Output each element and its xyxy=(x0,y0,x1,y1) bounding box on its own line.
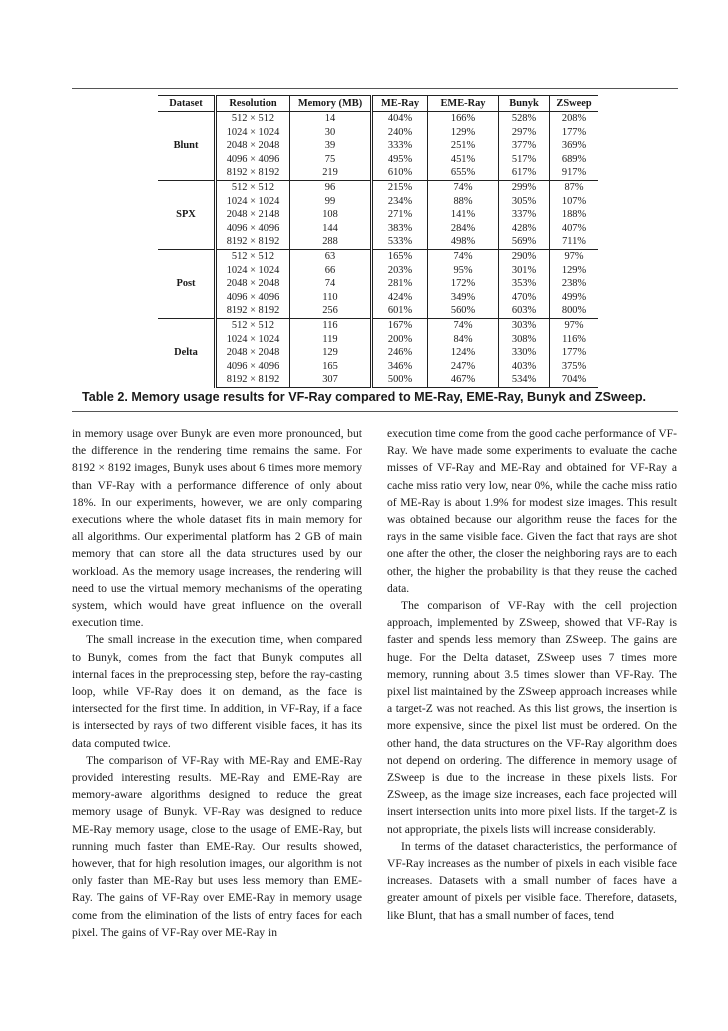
cell-bunyk: 290% xyxy=(499,249,550,263)
cell-memory: 110 xyxy=(290,291,372,305)
table-caption: Table 2. Memory usage results for VF-Ray compared to ME-Ray, EME-Ray, Bunyk and ZSweep. xyxy=(81,390,647,404)
table-row xyxy=(158,264,598,278)
cell-eme-ray: 560% xyxy=(428,304,499,318)
header-memory: Memory (MB) xyxy=(290,96,372,112)
cell-bunyk: 617% xyxy=(499,166,550,180)
cell-dataset: Delta xyxy=(158,318,216,387)
cell-eme-ray: 84% xyxy=(428,333,499,347)
cell-bunyk: 301% xyxy=(499,264,550,278)
cell-zsweep: 97% xyxy=(550,318,599,332)
cell-bunyk: 305% xyxy=(499,195,550,209)
cell-zsweep: 238% xyxy=(561,278,587,290)
cell-resolution: 8192 × 8192 xyxy=(216,235,290,249)
table-row xyxy=(158,222,598,236)
cell-memory: 116 xyxy=(290,318,372,332)
cell-bunyk: 353% xyxy=(499,277,550,291)
cell-eme-ray: 124% xyxy=(428,346,499,360)
cell-memory: 119 xyxy=(290,333,372,347)
cell-memory: 108 xyxy=(290,208,372,222)
cell-memory: 30 xyxy=(290,126,372,140)
cell-eme-ray: 166% xyxy=(428,112,499,126)
table-row xyxy=(158,126,598,140)
table-row xyxy=(158,166,598,180)
cell-memory: 39 xyxy=(290,139,372,153)
cell-eme-ray: 141% xyxy=(428,208,499,222)
cell-zsweep: 711% xyxy=(550,235,599,249)
cell-eme-ray: 88% xyxy=(428,195,499,209)
cell-resolution: 2048 × 2148 xyxy=(216,208,290,222)
cell-eme-ray: 284% xyxy=(428,222,499,236)
cell-eme-ray: 95% xyxy=(428,264,499,278)
cell-eme-ray: 172% xyxy=(428,277,499,291)
cell-memory: 219 xyxy=(290,166,372,180)
table-row xyxy=(158,208,598,222)
cell-me-ray: 246% xyxy=(372,346,428,360)
cell-zsweep: 129% xyxy=(561,264,587,276)
paragraph: The comparison of VF-Ray with ME-Ray and EME-Ray provided interesting results. ME-Ray and EME-Ray are memory-aware algorithms designed to reduce the great memory usage of Bunyk. VF-Ray was designed to reduce ME-Ray memory usage, close to the usage of EME-Ray, but running much faster than EME-Ray. Our results showed, however, that for high resolution images, our algorithm is not only faster than ME-Ray but uses less memory than EME-Ray. The gains of VF-Ray over EME-Ray in memory usage come from the elimination of the lists of entry faces for each pixel. The gains of VF-Ray over ME-Ray in xyxy=(72,753,362,939)
table-header-row xyxy=(158,96,598,112)
cell-eme-ray: 451% xyxy=(428,153,499,167)
cell-resolution: 2048 × 2048 xyxy=(216,139,290,153)
paragraph: in memory usage over Bunyk are even more pronounced, but the difference in the rendering time remains the same. For 8192 × 8192 images, Bunyk uses about 6 times more memory than VF-Ray with a performance difference of only about 18%. In our experiments, however, we are only comparing executions where the whole dataset fits in main memory for all algorithms. Our experimental platform has 2 GB of main memory that can store all the data structures used by our workload. As the memory usage increases, the rendering will need to use the virtual memory mechanisms of the operating system, which would have great influence on the overall execution time. xyxy=(72,427,362,630)
cell-me-ray: 346% xyxy=(372,360,428,374)
cell-memory: 99 xyxy=(290,195,372,209)
cell-bunyk: 517% xyxy=(499,153,550,167)
table-row xyxy=(158,249,598,263)
table-row xyxy=(158,139,598,153)
cell-memory: 66 xyxy=(290,264,372,278)
cell-bunyk: 528% xyxy=(499,112,550,126)
cell-zsweep: 369% xyxy=(561,140,587,152)
paragraph: The comparison of VF-Ray with the cell projection approach, implemented by ZSweep, showed that VF-Ray is faster and spends less memory than ZSweep. The gains are huge. For the Delta dataset, ZSweep uses 7 times more memory, running about 3.5 times slower than VF-Ray. The pixel list maintained by the ZSweep approach increases while a target-Z was not reached. As this list grows, the insertion is more expensive, since the pixel list must be ordered. On the other hand, the data structures on the VF-Ray algorithm does not depend on ordering. The difference in memory usage of ZSweep is due to the increase in these pixels lists. For ZSweep, as the image size increases, each face projected will insert intersection units into more pixel lists. If the target-Z is not appropriate, the pixels lists will increase considerably. xyxy=(387,599,677,836)
cell-resolution: 1024 × 1024 xyxy=(216,333,290,347)
cell-resolution: 4096 × 4096 xyxy=(216,153,290,167)
cell-resolution: 512 × 512 xyxy=(216,249,290,263)
table-row xyxy=(158,373,598,387)
cell-me-ray: 281% xyxy=(372,277,428,291)
cell-resolution: 8192 × 8192 xyxy=(216,166,290,180)
cell-zsweep: 107% xyxy=(561,195,587,207)
cell-resolution: 8192 × 8192 xyxy=(216,304,290,318)
paragraph: The small increase in the execution time, when compared to Bunyk, comes from the fact that Bunyk computes all internal faces in the preprocessing step, before the ray-casting loop, while VF-Ray does it on demand, as the face is intersected for the first time. In addition, in VF-Ray, if a face is intersected by rays of two different visible faces, it has its data computed twice. xyxy=(72,633,362,750)
cell-me-ray: 215% xyxy=(372,180,428,194)
cell-zsweep: 800% xyxy=(550,304,599,318)
cell-memory: 288 xyxy=(290,235,372,249)
cell-eme-ray: 74% xyxy=(428,318,499,332)
table-row xyxy=(158,180,598,194)
cell-me-ray: 240% xyxy=(372,126,428,140)
table-row xyxy=(158,346,598,360)
cell-resolution: 512 × 512 xyxy=(216,318,290,332)
table-row xyxy=(158,318,598,332)
cell-bunyk: 534% xyxy=(499,373,550,387)
cell-bunyk: 330% xyxy=(499,346,550,360)
cell-bunyk: 303% xyxy=(499,318,550,332)
cell-me-ray: 333% xyxy=(372,139,428,153)
table-row xyxy=(158,304,598,318)
table-row xyxy=(158,291,598,305)
paragraph: execution time come from the good cache performance of VF-Ray. We have made some experiments to evaluate the cache misses of VF-Ray and ME-Ray and obtained for VF-Ray a cache miss ratio very low, near 0%, while the cache miss ratio of ME-Ray is about 1.9% for modest size images. This result was obtained because our algorithm reuse the faces for the rays in the same visible face. Given the fact that rays are shot one after the other, the closer the neighboring rays are to each other, the higher the probability is that they reuse the cached data. xyxy=(387,427,677,595)
left-text-column xyxy=(72,425,362,941)
cell-memory: 129 xyxy=(290,346,372,360)
cell-eme-ray: 129% xyxy=(428,126,499,140)
cell-resolution: 1024 × 1024 xyxy=(216,126,290,140)
cell-me-ray: 495% xyxy=(372,153,428,167)
cell-resolution: 4096 × 4096 xyxy=(216,222,290,236)
cell-me-ray: 165% xyxy=(372,249,428,263)
table-row xyxy=(158,360,598,374)
cell-me-ray: 234% xyxy=(372,195,428,209)
cell-eme-ray: 247% xyxy=(428,360,499,374)
cell-resolution: 4096 × 4096 xyxy=(216,291,290,305)
cell-memory: 307 xyxy=(290,373,372,387)
cell-zsweep: 87% xyxy=(550,180,599,194)
cell-me-ray: 203% xyxy=(372,264,428,278)
cell-zsweep: 499% xyxy=(561,291,587,303)
header-dataset: Dataset xyxy=(158,96,216,112)
cell-memory: 75 xyxy=(290,153,372,167)
cell-bunyk: 377% xyxy=(499,139,550,153)
cell-memory: 96 xyxy=(290,180,372,194)
table-row xyxy=(158,333,598,347)
table-body xyxy=(158,112,598,388)
cell-bunyk: 299% xyxy=(499,180,550,194)
memory-usage-table xyxy=(158,95,598,388)
cell-eme-ray: 349% xyxy=(428,291,499,305)
top-rule xyxy=(72,88,678,89)
cell-me-ray: 610% xyxy=(372,166,428,180)
cell-zsweep: 177% xyxy=(561,347,587,359)
paragraph: In terms of the dataset characteristics, the performance of VF-Ray increases as the number of pixels in each visible face increases. Datasets with a small number of faces have a greater amount of pixels per visible face. Therefore, datasets, like Blunt, that has a small number of faces, tend xyxy=(387,839,677,922)
cell-eme-ray: 74% xyxy=(428,180,499,194)
cell-resolution: 8192 × 8192 xyxy=(216,373,290,387)
cell-zsweep: 704% xyxy=(550,373,599,387)
cell-me-ray: 424% xyxy=(372,291,428,305)
cell-me-ray: 200% xyxy=(372,333,428,347)
cell-dataset: Post xyxy=(158,249,216,318)
table-row xyxy=(158,277,598,291)
cell-zsweep: 917% xyxy=(550,166,599,180)
cell-zsweep: 116% xyxy=(562,333,586,345)
table-row xyxy=(158,153,598,167)
cell-zsweep: 208% xyxy=(550,112,599,126)
cell-memory: 14 xyxy=(290,112,372,126)
cell-dataset: Blunt xyxy=(158,112,216,181)
cell-bunyk: 403% xyxy=(499,360,550,374)
cell-resolution: 1024 × 1024 xyxy=(216,264,290,278)
cell-memory: 144 xyxy=(290,222,372,236)
right-text-column xyxy=(387,425,677,924)
cell-eme-ray: 655% xyxy=(428,166,499,180)
cell-zsweep: 188% xyxy=(561,209,587,221)
cell-resolution: 2048 × 2048 xyxy=(216,346,290,360)
cell-eme-ray: 498% xyxy=(428,235,499,249)
cell-dataset: SPX xyxy=(158,180,216,249)
cell-memory: 256 xyxy=(290,304,372,318)
header-bunyk: Bunyk xyxy=(499,96,550,112)
cell-eme-ray: 467% xyxy=(428,373,499,387)
bottom-rule xyxy=(72,411,678,412)
cell-me-ray: 383% xyxy=(372,222,428,236)
cell-memory: 74 xyxy=(290,277,372,291)
cell-memory: 165 xyxy=(290,360,372,374)
cell-me-ray: 500% xyxy=(372,373,428,387)
cell-eme-ray: 251% xyxy=(428,139,499,153)
cell-eme-ray: 74% xyxy=(428,249,499,263)
header-zsweep: ZSweep xyxy=(550,96,599,112)
header-me-ray: ME-Ray xyxy=(372,96,428,112)
cell-resolution: 512 × 512 xyxy=(216,112,290,126)
cell-bunyk: 603% xyxy=(499,304,550,318)
cell-me-ray: 404% xyxy=(372,112,428,126)
cell-bunyk: 470% xyxy=(499,291,550,305)
cell-zsweep: 689% xyxy=(561,153,587,165)
cell-bunyk: 337% xyxy=(499,208,550,222)
cell-bunyk: 308% xyxy=(499,333,550,347)
cell-zsweep: 375% xyxy=(561,360,587,372)
cell-zsweep: 97% xyxy=(550,249,599,263)
header-resolution: Resolution xyxy=(216,96,290,112)
cell-bunyk: 428% xyxy=(499,222,550,236)
cell-me-ray: 167% xyxy=(372,318,428,332)
cell-resolution: 2048 × 2048 xyxy=(216,277,290,291)
cell-resolution: 1024 × 1024 xyxy=(216,195,290,209)
table-row xyxy=(158,235,598,249)
header-eme-ray: EME-Ray xyxy=(428,96,499,112)
cell-bunyk: 297% xyxy=(499,126,550,140)
table-row xyxy=(158,112,598,126)
cell-me-ray: 601% xyxy=(372,304,428,318)
cell-me-ray: 271% xyxy=(372,208,428,222)
cell-zsweep: 177% xyxy=(561,126,587,138)
cell-zsweep: 407% xyxy=(561,222,587,234)
cell-bunyk: 569% xyxy=(499,235,550,249)
cell-me-ray: 533% xyxy=(372,235,428,249)
cell-resolution: 512 × 512 xyxy=(216,180,290,194)
cell-resolution: 4096 × 4096 xyxy=(216,360,290,374)
cell-memory: 63 xyxy=(290,249,372,263)
table-row xyxy=(158,195,598,209)
